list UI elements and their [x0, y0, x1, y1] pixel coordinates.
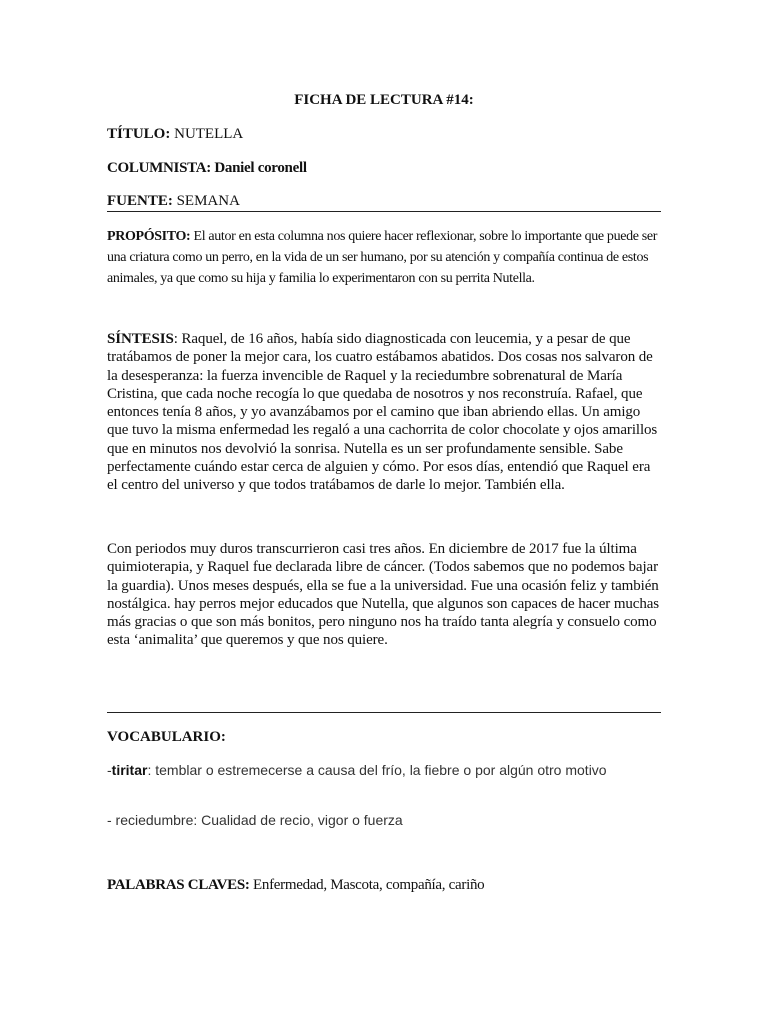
columnista-field	[107, 160, 307, 177]
columnista-value: Daniel coronell	[214, 160, 307, 176]
palabras-claves-field	[107, 877, 484, 894]
vocabulario-heading	[107, 729, 226, 746]
sintesis-paragraph-2: Con periodos muy duros transcurrieron casi tres años. En diciembre de 2017 fue la última quimioterapia, y Raquel fue declarada libre de cáncer. (Todos sabemos que no podemos bajar la guardia). Unos meses después, ella se fue a la universidad. Fue una ocasión feliz y también nostálgica. hay perros mejor educados que Nutella, que algunos son capaces de hacer muchas más gracias o que son más bonitos, pero ninguno nos ha traído tanta alegría y consuelo como esta ‘animalita’ que queremos y que nos quiere.	[107, 541, 660, 649]
vocabulario-label: VOCABULARIO:	[107, 729, 226, 745]
proposito-label: PROPÓSITO:	[107, 229, 191, 244]
document-title: FICHA DE LECTURA #14:	[294, 92, 474, 108]
vocab-def-tiritar: : temblar o estremecerse a causa del frío, la fiebre o por algún otro motivo	[147, 762, 607, 778]
divider-top	[107, 211, 661, 212]
fuente-value: SEMANA	[176, 193, 240, 209]
titulo-label: TÍTULO:	[107, 126, 171, 142]
fuente-field	[107, 193, 240, 210]
vocab-item-prefix: -	[107, 762, 112, 778]
titulo-field	[107, 126, 243, 143]
columnista-label: COLUMNISTA:	[107, 160, 211, 176]
proposito-paragraph	[107, 226, 663, 289]
sintesis-label: SÍNTESIS	[107, 331, 174, 347]
divider-bottom	[107, 712, 661, 713]
vocab-term-tiritar: tiritar	[111, 762, 148, 778]
vocab-item-tiritar	[107, 762, 607, 778]
sintesis-text: : Raquel, de 16 años, había sido diagnosticada con leucemia, y a pesar de que tratábamos de poner la mejor cara, los cuatro estábamos abatidos. Dos cosas nos salvaron de la desesperanza: la fuerza invencible de Raquel y la reciedumbre sobrenatural de María Cristina, que cada noche recogía lo que quedaba de nosotros y nos reconstruía. Rafael, que entonces tenía 8 años, y yo avanzábamos por el camino que iban abriendo ellas. Un amigo que tuvo la misma enfermedad les regaló a una cachorrita de color chocolate y ojos amarillos que en minutos nos devolvió la sonrisa. Nutella es un ser profundamente sensible. Sabe perfectamente cuándo estar cerca de alguien y cómo. Por esos días, entendió que Raquel era el centro del universo y que todos tratábamos de darle lo mejor. También ella.	[107, 331, 658, 494]
proposito-text: El autor en esta columna nos quiere hacer reflexionar, sobre lo importante que puede ser una criatura como un perro, en la vida de un ser humano, por su atención y compañía continua de estos animales, ya que como su hija y familia lo experimentaron con su perrita Nutella.	[107, 229, 658, 286]
palabras-claves-value: Enfermedad, Mascota, compañía, cariño	[253, 877, 485, 893]
vocab-item-reciedumbre: - reciedumbre: Cualidad de recio, vigor o fuerza	[107, 812, 403, 828]
fuente-label: FUENTE:	[107, 193, 173, 209]
titulo-value: NUTELLA	[174, 126, 244, 142]
palabras-claves-label: PALABRAS CLAVES:	[107, 877, 250, 893]
sintesis-paragraph	[107, 330, 663, 495]
